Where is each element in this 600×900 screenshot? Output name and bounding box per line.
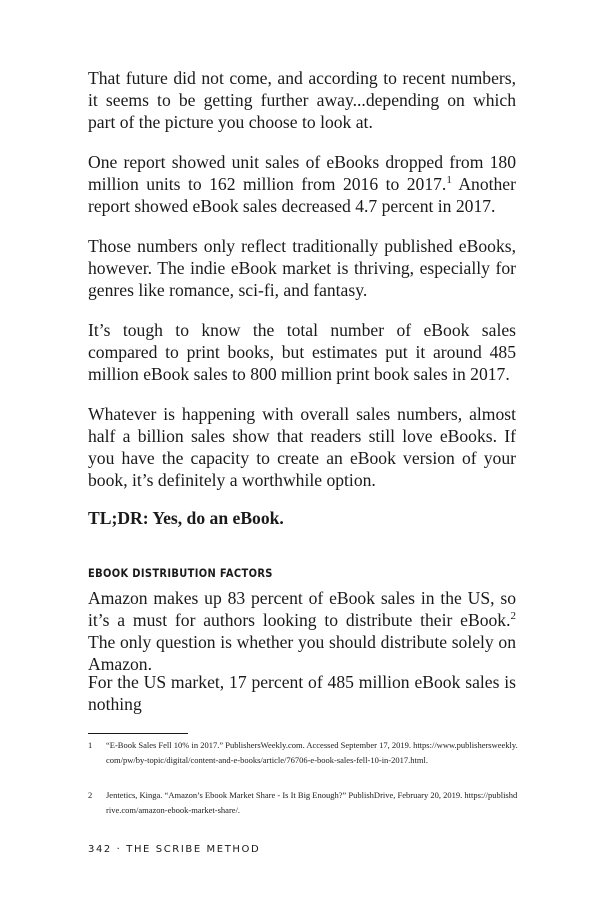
paragraph-total-sales: It’s tough to know the total number of eBook sales compared to print books, but estimates put it around 485 million eBook sales to 800 million print book sales in 2017. <box>88 320 516 384</box>
paragraph-indie-market: Those numbers only reflect traditionally published eBooks, however. The indie eBook market is thriving, especially for genres like romance, sci-fi, and fantasy. <box>88 236 516 300</box>
paragraph-unit-sales-text: One report showed unit sales of eBooks dropped from 180 million units to 162 million from 2016 to 2017. <box>88 152 516 194</box>
page-folio <box>88 844 260 855</box>
footnote-number: 1 <box>88 740 93 750</box>
footnote-divider <box>88 733 188 734</box>
paragraph-amazon-share-text-cont: The only question is whether you should distribute solely on Amazon. <box>88 632 516 674</box>
section-heading: EBOOK DISTRIBUTION FACTORS <box>88 566 273 580</box>
paragraph-unit-sales-text-cont: Another report showed eBook sales decreased 4.7 percent in 2017. <box>88 174 516 216</box>
paragraph-us-market: For the US market, 17 percent of 485 million eBook sales is nothing <box>88 672 516 714</box>
book-title: THE SCRIBE METHOD <box>126 844 261 855</box>
paragraph-amazon-share <box>88 587 516 675</box>
page-number: 342 <box>88 844 112 855</box>
paragraph-readers-love-ebooks: Whatever is happening with overall sales numbers, almost half a billion sales show that readers still love eBooks. If you have the capacity to create an eBook version of your book, it’s definitely a worthwhile option. <box>88 404 516 490</box>
footnote-number: 2 <box>88 790 93 800</box>
paragraph-future: That future did not come, and according to recent numbers, it seems to be getting further away...depending on which part of the picture you choose to look at. <box>88 68 516 132</box>
footnote-ref-1: 1 <box>446 174 452 187</box>
footnote-1 <box>88 738 518 768</box>
paragraph-unit-sales <box>88 151 516 217</box>
tldr-line: TL;DR: Yes, do an eBook. <box>88 508 284 528</box>
footnote-text: “E-Book Sales Fell 10% in 2017.” PublishersWeekly.com. Accessed September 17, 2019. https://www.publishersweekly.com/pw/by-topic/digital/content-and-e-books/article/76706-e-book-sales-fell-10-in-2017.html. <box>106 740 518 765</box>
folio-separator: · <box>116 844 122 855</box>
paragraph-amazon-share-text: Amazon makes up 83 percent of eBook sales in the US, so it’s a must for authors looking to distribute their eBook. <box>88 588 516 630</box>
footnote-text: Jentetics, Kinga. “Amazon’s Ebook Market Share - Is It Big Enough?” PublishDrive, February 20, 2019. https://publishdrive.com/amazon-ebook-market-share/. <box>106 790 518 815</box>
footnote-2 <box>88 788 518 818</box>
footnote-ref-2: 2 <box>510 610 516 623</box>
